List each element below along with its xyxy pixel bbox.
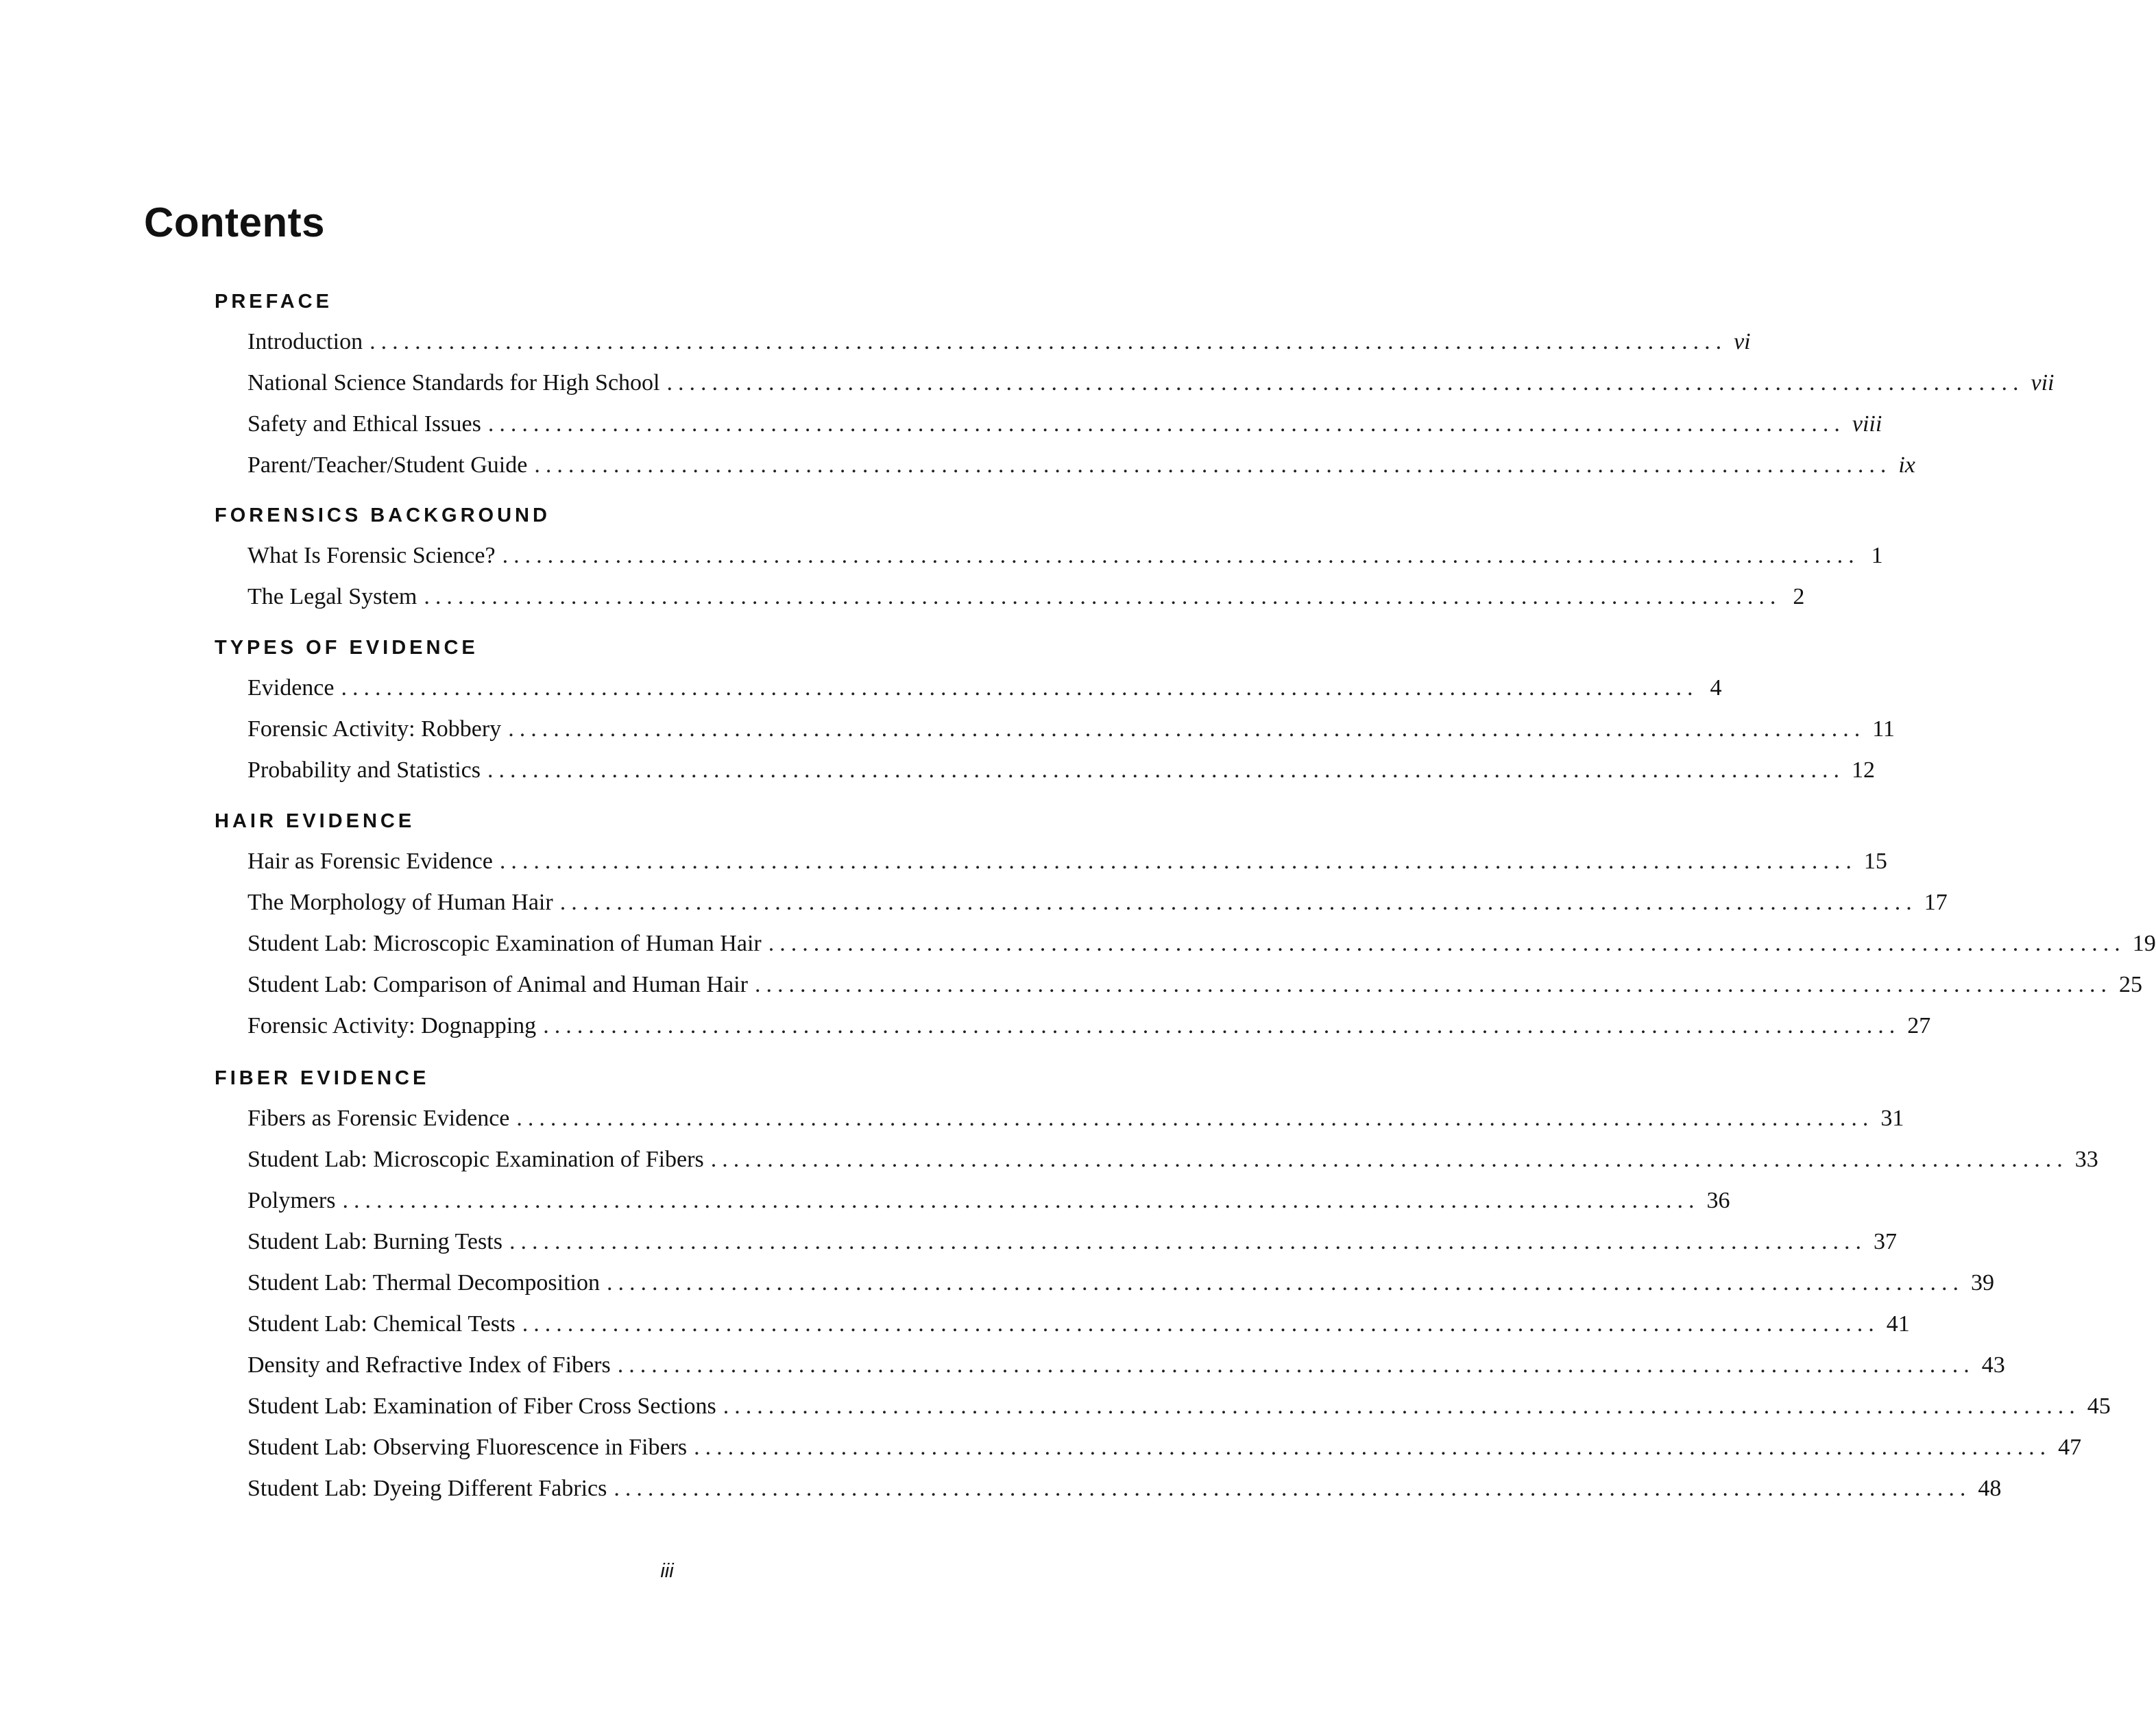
page-title: Contents <box>144 199 325 245</box>
toc-entry-page-number: 36 <box>1706 1188 1730 1213</box>
toc-entry-title: Fibers as Forensic Evidence <box>247 1106 510 1131</box>
dot-leader: ........................................................................................................................ <box>370 329 1728 354</box>
toc-entry-page-number: 31 <box>1880 1106 1904 1131</box>
dot-leader: ........................................................................................................................ <box>502 543 1860 568</box>
toc-entry[interactable] <box>247 753 1875 788</box>
dot-leader: ........................................................................................................................ <box>559 890 1917 915</box>
toc-entry-title: Student Lab: Observing Fluorescence in Fibers <box>247 1435 688 1460</box>
toc-entry-title: Polymers <box>247 1188 336 1213</box>
toc-entry-title: Student Lab: Microscopic Examination of Human Hair <box>247 931 762 956</box>
dot-leader: ........................................................................................................................ <box>508 716 1866 742</box>
section-heading: FORENSICS BACKGROUND <box>215 504 550 526</box>
toc-entry[interactable] <box>247 1307 1910 1341</box>
toc-entry[interactable] <box>247 448 1915 483</box>
toc-entry-page-number: 2 <box>1793 584 1805 609</box>
toc-entry-title: Student Lab: Examination of Fiber Cross Sections <box>247 1394 716 1419</box>
dot-leader: ........................................................................................................................ <box>768 931 2126 956</box>
toc-entry[interactable] <box>247 366 2055 400</box>
dot-leader: ........................................................................................................................ <box>614 1476 1972 1501</box>
dot-leader: ........................................................................................................................ <box>617 1352 1975 1378</box>
toc-entry-title: Density and Refractive Index of Fibers <box>247 1352 611 1378</box>
toc-entry-page-number: viii <box>1852 411 1882 437</box>
section-heading: FIBER EVIDENCE <box>215 1067 430 1089</box>
toc-entry-title: Forensic Activity: Dognapping <box>247 1013 537 1038</box>
toc-entry-title: Student Lab: Chemical Tests <box>247 1311 516 1337</box>
toc-entry-title: Student Lab: Comparison of Animal and Human Hair <box>247 972 748 997</box>
toc-entry[interactable] <box>247 1102 1904 1136</box>
toc-entry-page-number: 47 <box>2058 1435 2082 1460</box>
toc-entry-title: Parent/Teacher/Student Guide <box>247 452 528 478</box>
dot-leader: ........................................................................................................................ <box>543 1013 1901 1038</box>
toc-entry-title: Student Lab: Thermal Decomposition <box>247 1270 601 1295</box>
toc-entry-page-number: 1 <box>1871 543 1883 568</box>
dot-leader: ........................................................................................................................ <box>516 1106 1874 1131</box>
dot-leader: ........................................................................................................................ <box>341 675 1699 701</box>
toc-entry-page-number: 27 <box>1907 1013 1931 1038</box>
toc-entry[interactable] <box>247 1266 1995 1300</box>
toc-entry-page-number: 48 <box>1978 1476 2002 1501</box>
dot-leader: ........................................................................................................................ <box>487 757 1845 783</box>
toc-entry-page-number: 45 <box>2087 1394 2111 1419</box>
toc-entry[interactable] <box>247 539 1883 573</box>
toc-entry[interactable] <box>247 927 2156 961</box>
dot-leader: ........................................................................................................................ <box>607 1270 1965 1295</box>
toc-entry-title: Hair as Forensic Evidence <box>247 849 493 874</box>
dot-leader: ........................................................................................................................ <box>487 411 1845 437</box>
toc-entry-page-number: 11 <box>1872 716 1895 742</box>
dot-leader: ........................................................................................................................ <box>710 1147 2068 1172</box>
toc-entry[interactable] <box>247 968 2142 1002</box>
dot-leader: ........................................................................................................................ <box>424 584 1782 609</box>
toc-entry-title: Safety and Ethical Issues <box>247 411 481 437</box>
toc-entry-page-number: 15 <box>1863 849 1887 874</box>
toc-entry-page-number: vii <box>2031 370 2055 396</box>
toc-entry[interactable] <box>247 580 1805 614</box>
toc-entry-page-number: 12 <box>1851 757 1875 783</box>
toc-entry-page-number: 41 <box>1886 1311 1910 1337</box>
dot-leader: ........................................................................................................................ <box>694 1435 2052 1460</box>
toc-entry-page-number: 17 <box>1924 890 1948 915</box>
toc-entry[interactable] <box>247 1472 2002 1506</box>
dot-leader: ........................................................................................................................ <box>522 1311 1880 1337</box>
toc-entry[interactable] <box>247 712 1895 746</box>
toc-entry[interactable] <box>247 1184 1730 1218</box>
toc-entry-title: Probability and Statistics <box>247 757 481 783</box>
toc-entry-page-number: 33 <box>2074 1147 2098 1172</box>
toc-entry-title: Introduction <box>247 329 363 354</box>
toc-entry[interactable] <box>247 1348 2005 1383</box>
dot-leader: ........................................................................................................................ <box>666 370 2024 396</box>
toc-entry-title: Student Lab: Dyeing Different Fabrics <box>247 1476 607 1501</box>
toc-entry-title: The Morphology of Human Hair <box>247 890 553 915</box>
page-number: iii <box>660 1560 674 1582</box>
toc-entry-page-number: 37 <box>1873 1229 1897 1254</box>
section-heading: PREFACE <box>215 291 332 313</box>
toc-entry-page-number: 4 <box>1710 675 1722 701</box>
section-heading: HAIR EVIDENCE <box>215 810 415 832</box>
toc-entry-title: Evidence <box>247 675 335 701</box>
toc-entry[interactable] <box>247 1225 1897 1259</box>
toc-entry-title: What Is Forensic Science? <box>247 543 496 568</box>
dot-leader: ........................................................................................................................ <box>509 1229 1867 1254</box>
toc-entry[interactable] <box>247 671 1722 705</box>
dot-leader: ........................................................................................................................ <box>723 1394 2081 1419</box>
toc-entry[interactable] <box>247 407 1882 441</box>
toc-entry[interactable] <box>247 1009 1931 1043</box>
toc-entry-page-number: 39 <box>1971 1270 1995 1295</box>
toc-entry-page-number: 25 <box>2118 972 2142 997</box>
toc-entry[interactable] <box>247 1389 2111 1424</box>
toc-entry-page-number: vi <box>1734 329 1751 354</box>
dot-leader: ........................................................................................................................ <box>534 452 1892 478</box>
toc-entry[interactable] <box>247 886 1948 920</box>
toc-entry[interactable] <box>247 325 1751 359</box>
toc-entry[interactable] <box>247 1431 2082 1465</box>
toc-entry-page-number: ix <box>1898 452 1915 478</box>
toc-entry[interactable] <box>247 1143 2098 1177</box>
toc-entry-title: The Legal System <box>247 584 417 609</box>
toc-entry-title: Student Lab: Microscopic Examination of Fibers <box>247 1147 704 1172</box>
toc-entry-page-number: 19 <box>2132 931 2156 956</box>
toc-entry-title: Student Lab: Burning Tests <box>247 1229 502 1254</box>
dot-leader: ........................................................................................................................ <box>342 1188 1700 1213</box>
section-heading: TYPES OF EVIDENCE <box>215 637 479 659</box>
dot-leader: ........................................................................................................................ <box>499 849 1857 874</box>
toc-entry-page-number: 43 <box>1981 1352 2005 1378</box>
dot-leader: ........................................................................................................................ <box>754 972 2112 997</box>
toc-entry[interactable] <box>247 844 1887 879</box>
toc-entry-title: Forensic Activity: Robbery <box>247 716 502 742</box>
toc-entry-title: National Science Standards for High School <box>247 370 660 396</box>
